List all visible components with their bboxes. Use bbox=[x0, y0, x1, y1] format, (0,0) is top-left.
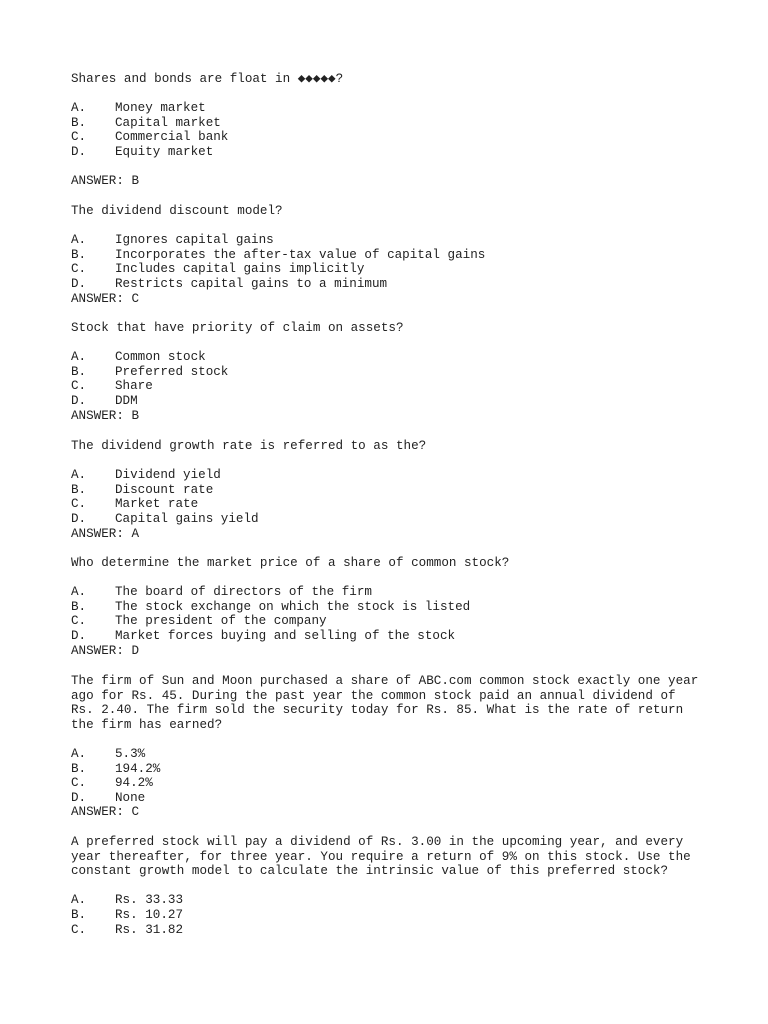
option-letter: A. bbox=[71, 233, 87, 248]
stem-line: The dividend growth rate is referred to as the? bbox=[71, 439, 427, 453]
option-text: Common stock bbox=[115, 350, 206, 365]
option-d bbox=[71, 791, 711, 806]
option-text: Rs. 33.33 bbox=[115, 893, 184, 908]
option-c bbox=[71, 614, 711, 629]
option-text: The president of the company bbox=[115, 614, 327, 629]
option-b bbox=[71, 248, 711, 263]
option-text: Incorporates the after-tax value of capital gains bbox=[115, 247, 486, 262]
option-c bbox=[71, 262, 711, 277]
option-letter: B. bbox=[71, 761, 87, 776]
option-text: Market rate bbox=[115, 497, 199, 512]
option-letter: C. bbox=[71, 776, 87, 791]
option-letter: C. bbox=[71, 614, 87, 629]
option-letter: A. bbox=[71, 893, 87, 908]
answer-line: ANSWER: B bbox=[71, 408, 140, 423]
option-text: Preferred stock bbox=[115, 364, 229, 379]
option-text: Includes capital gains implicitly bbox=[115, 262, 365, 277]
option-text: The stock exchange on which the stock is listed bbox=[115, 599, 471, 614]
option-text: DDM bbox=[115, 393, 138, 408]
option-letter: C. bbox=[71, 922, 87, 937]
option-text: The board of directors of the firm bbox=[115, 585, 372, 600]
option-letter: C. bbox=[71, 379, 87, 394]
stem-line: A preferred stock will pay a dividend of Rs. 3.00 in the upcoming year, and every bbox=[71, 835, 684, 849]
option-letter: A. bbox=[71, 350, 87, 365]
option-a bbox=[71, 233, 711, 248]
option-a bbox=[71, 101, 711, 116]
option-a bbox=[71, 350, 711, 365]
question-4 bbox=[71, 439, 711, 541]
option-letter: D. bbox=[71, 144, 87, 159]
option-a bbox=[71, 468, 711, 483]
option-text: Market forces buying and selling of the stock bbox=[115, 628, 456, 643]
option-a bbox=[71, 747, 711, 762]
question-stem bbox=[71, 72, 711, 87]
stem-line: year thereafter, for three year. You require a return of 9% on this stock. Use the bbox=[71, 849, 691, 864]
stem-line: constant growth model to calculate the intrinsic value of this preferred stock? bbox=[71, 864, 669, 879]
answer-line: ANSWER: A bbox=[71, 526, 140, 541]
question-1 bbox=[71, 72, 711, 189]
stem-line: The dividend discount model? bbox=[71, 204, 283, 218]
option-d bbox=[71, 145, 711, 160]
option-text: Capital gains yield bbox=[115, 511, 259, 526]
stem-line: Shares and bonds are float in ◆◆◆◆◆? bbox=[71, 72, 344, 86]
option-c bbox=[71, 497, 711, 512]
stem-line: Stock that have priority of claim on assets? bbox=[71, 321, 404, 335]
option-letter: D. bbox=[71, 790, 87, 805]
option-d bbox=[71, 512, 711, 527]
option-b bbox=[71, 908, 711, 923]
option-c bbox=[71, 776, 711, 791]
option-text: Equity market bbox=[115, 144, 214, 159]
option-c bbox=[71, 130, 711, 145]
stem-line: Who determine the market price of a share of common stock? bbox=[71, 556, 510, 570]
option-letter: A. bbox=[71, 468, 87, 483]
option-text: Money market bbox=[115, 101, 206, 116]
option-d bbox=[71, 394, 711, 409]
option-a bbox=[71, 893, 711, 908]
stem-line: ago for Rs. 45. During the past year the common stock paid an annual dividend of bbox=[71, 688, 676, 703]
option-b bbox=[71, 116, 711, 131]
option-b bbox=[71, 365, 711, 380]
option-text: 5.3% bbox=[115, 746, 146, 761]
answer-line: ANSWER: B bbox=[71, 174, 140, 189]
option-text: Restricts capital gains to a minimum bbox=[115, 276, 388, 291]
answer-line: ANSWER: C bbox=[71, 805, 140, 820]
option-letter: C. bbox=[71, 130, 87, 145]
option-text: 94.2% bbox=[115, 776, 153, 791]
option-letter: B. bbox=[71, 599, 87, 614]
option-text: Share bbox=[115, 379, 153, 394]
option-b bbox=[71, 483, 711, 498]
option-b bbox=[71, 762, 711, 777]
option-letter: A. bbox=[71, 585, 87, 600]
option-a bbox=[71, 585, 711, 600]
option-letter: D. bbox=[71, 393, 87, 408]
option-letter: D. bbox=[71, 628, 87, 643]
option-c bbox=[71, 379, 711, 394]
option-letter: B. bbox=[71, 482, 87, 497]
question-2 bbox=[71, 204, 711, 306]
answer-line: ANSWER: C bbox=[71, 291, 140, 306]
option-text: Dividend yield bbox=[115, 468, 221, 483]
option-d bbox=[71, 629, 711, 644]
answer-line: ANSWER: D bbox=[71, 643, 140, 658]
question-6 bbox=[71, 674, 711, 820]
option-letter: C. bbox=[71, 262, 87, 277]
option-letter: B. bbox=[71, 907, 87, 922]
option-text: Discount rate bbox=[115, 482, 214, 497]
question-7 bbox=[71, 835, 711, 937]
stem-line: Rs. 2.40. The firm sold the security today for Rs. 85. What is the rate of return bbox=[71, 703, 684, 718]
option-letter: D. bbox=[71, 511, 87, 526]
question-stem bbox=[71, 204, 711, 219]
option-text: None bbox=[115, 790, 146, 805]
option-text: Ignores capital gains bbox=[115, 233, 274, 248]
question-stem bbox=[71, 321, 711, 336]
option-letter: B. bbox=[71, 364, 87, 379]
option-letter: C. bbox=[71, 497, 87, 512]
option-letter: B. bbox=[71, 247, 87, 262]
option-text: Rs. 31.82 bbox=[115, 922, 184, 937]
option-letter: A. bbox=[71, 101, 87, 116]
question-stem bbox=[71, 556, 711, 571]
option-text: Commercial bank bbox=[115, 130, 229, 145]
option-text: Rs. 10.27 bbox=[115, 907, 184, 922]
question-5 bbox=[71, 556, 711, 658]
stem-line: the firm has earned? bbox=[71, 717, 223, 732]
option-letter: A. bbox=[71, 746, 87, 761]
option-text: 194.2% bbox=[115, 761, 161, 776]
option-letter: D. bbox=[71, 276, 87, 291]
question-stem bbox=[71, 439, 711, 454]
option-b bbox=[71, 600, 711, 615]
option-c bbox=[71, 923, 711, 938]
option-letter: B. bbox=[71, 115, 87, 130]
option-text: Capital market bbox=[115, 115, 221, 130]
question-stem bbox=[71, 674, 711, 732]
stem-line: The firm of Sun and Moon purchased a share of ABC.com common stock exactly one year bbox=[71, 674, 699, 688]
option-d bbox=[71, 277, 711, 292]
question-3 bbox=[71, 321, 711, 423]
question-stem bbox=[71, 835, 711, 879]
